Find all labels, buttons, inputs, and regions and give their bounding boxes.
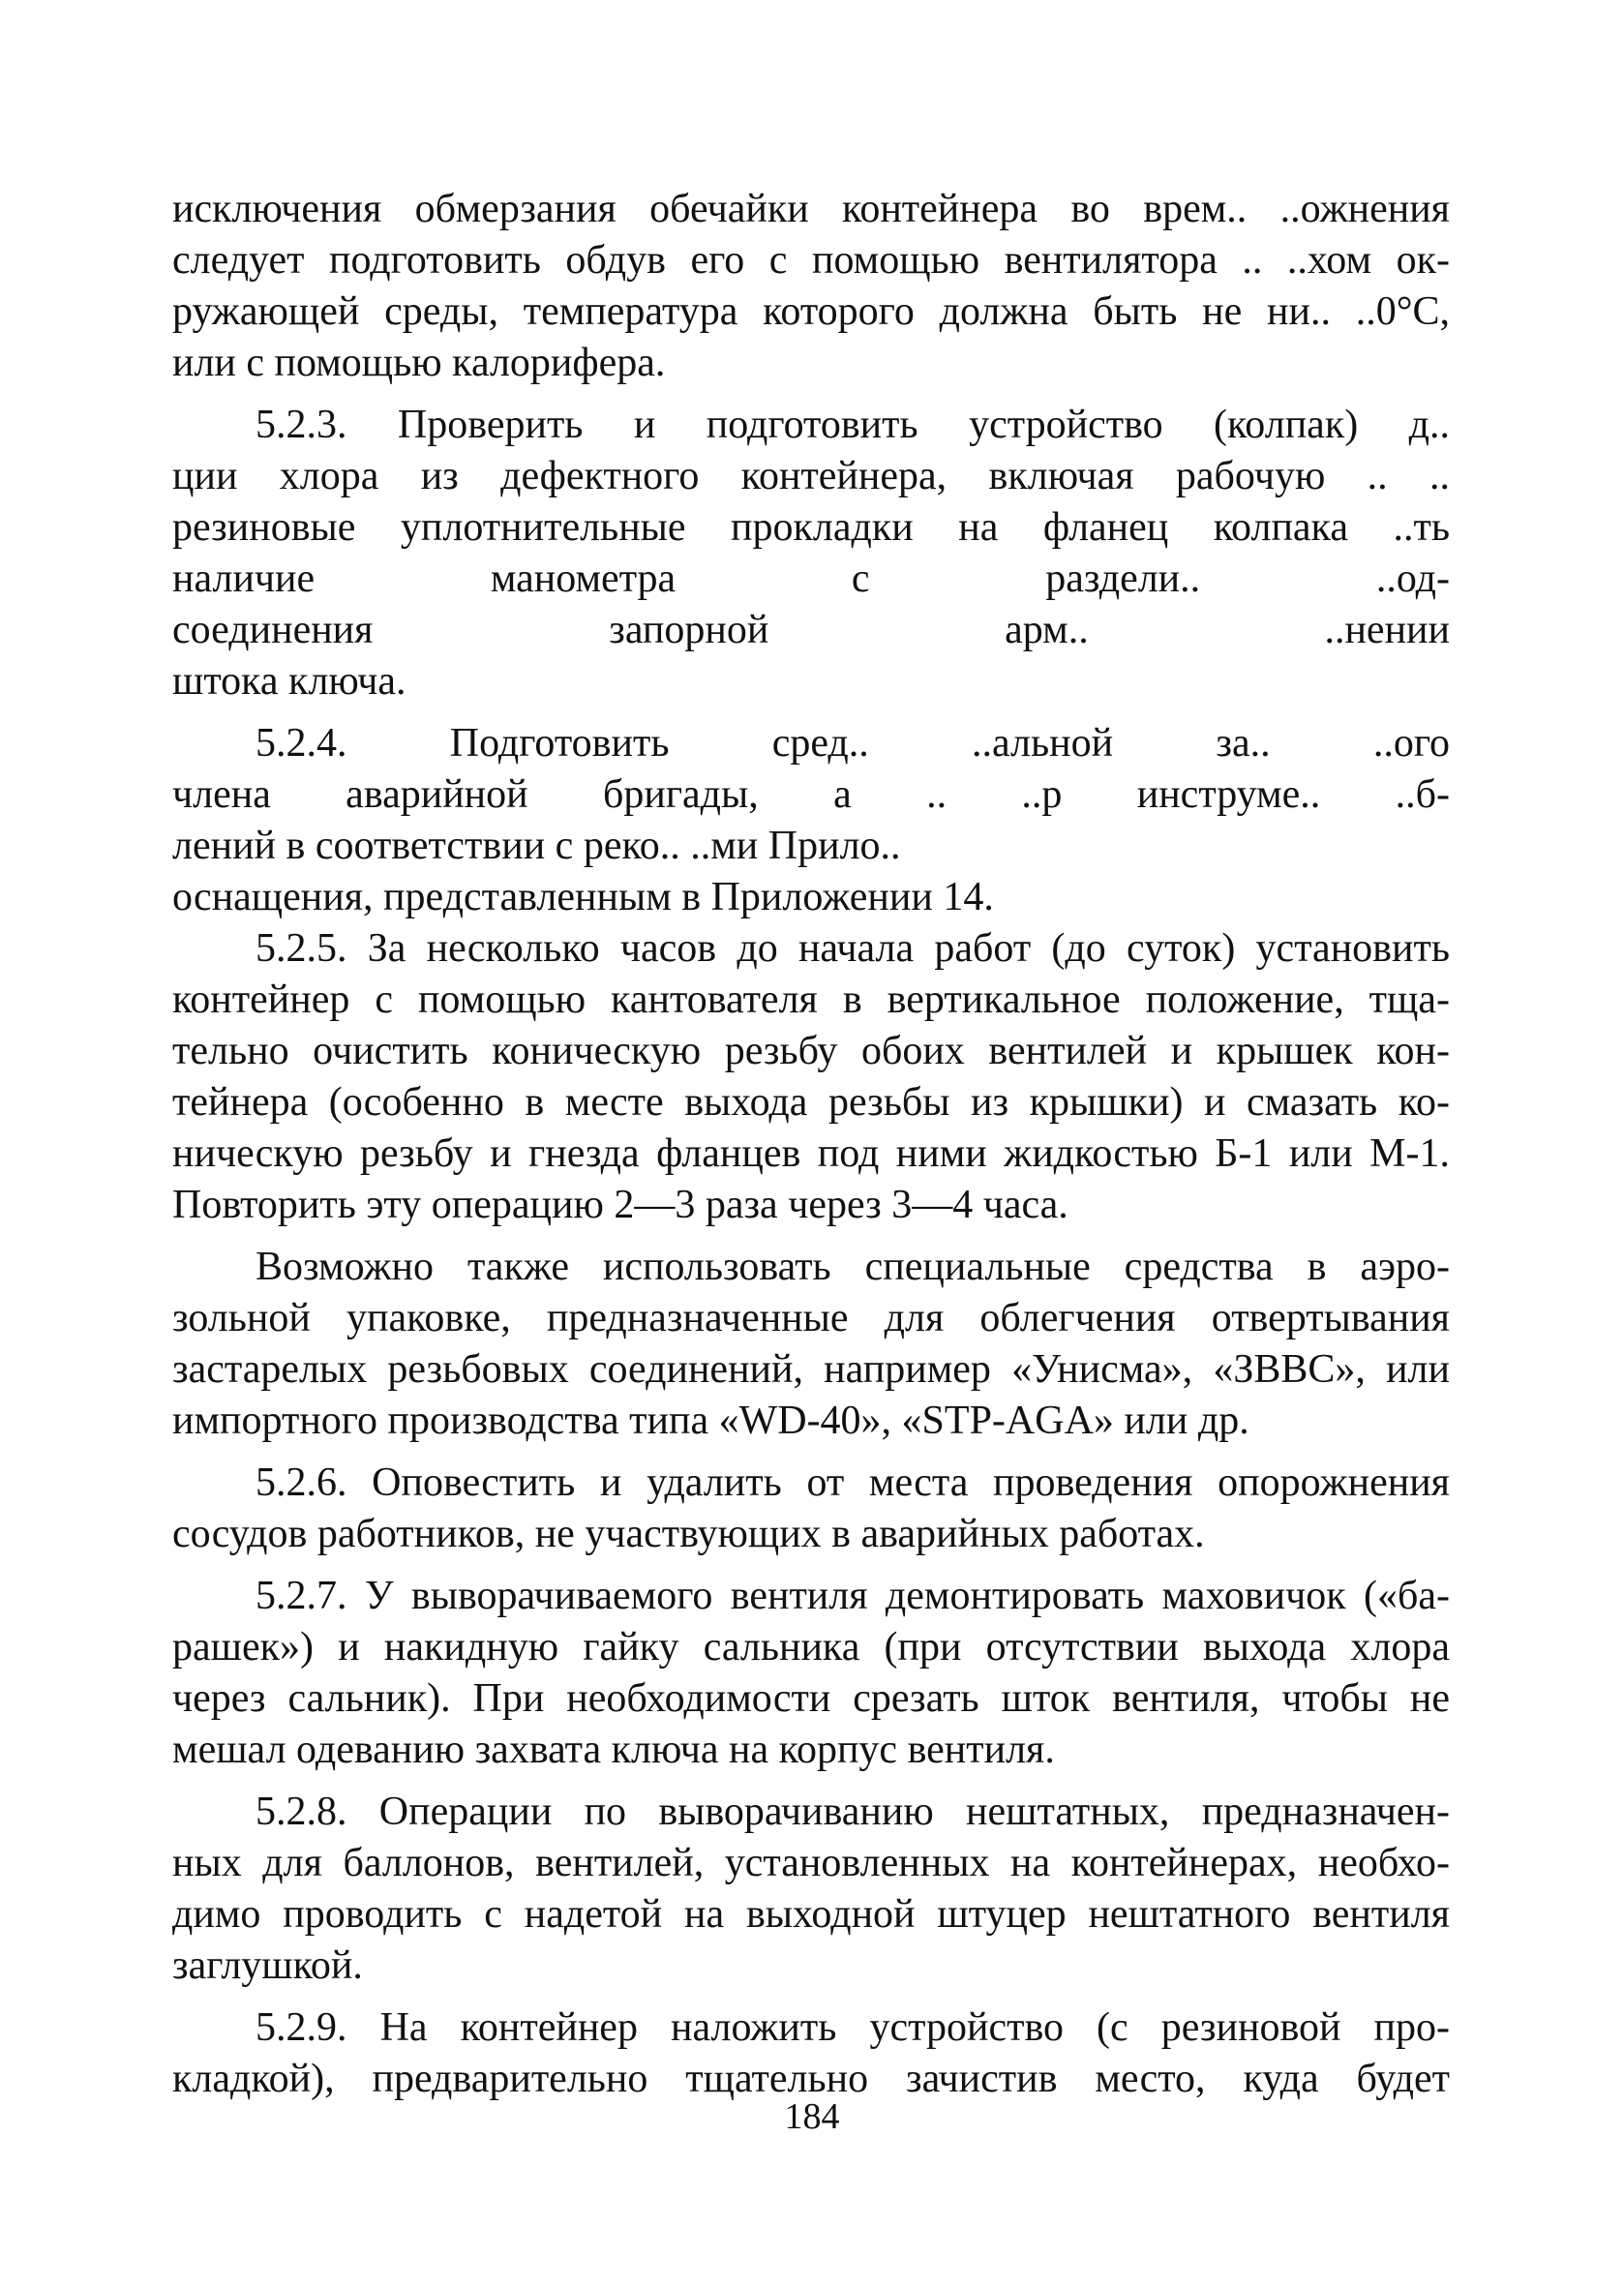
text-line: штока ключа.	[172, 659, 406, 704]
text-line: через сальник). При необходимости срезать шток вентиля, чтобы не	[172, 1676, 1450, 1721]
text-line: контейнер с помощью кантователя в вертикальное положение, тща-	[172, 978, 1450, 1022]
text-line: сосудов работников, не участвующих в аварийных работах.	[172, 1512, 1205, 1556]
text-line: импортного производства типа «WD-40», «STP-AGA» или др.	[172, 1399, 1249, 1443]
text-line: 5.2.7. У выворачиваемого вентиля демонтировать маховичок («ба-	[256, 1574, 1450, 1618]
text-line: 5.2.8. Операции по выворачиванию нештатных, предназначен-	[256, 1790, 1450, 1834]
text-line: рашек») и накидную гайку сальника (при отсутствии выхода хлора	[172, 1625, 1450, 1670]
text-line: ружающей среды, температура которого должна быть не ни.. ..0°С,	[172, 289, 1450, 334]
text-line: ных для баллонов, вентилей, установленных на контейнерах, необхо-	[172, 1841, 1450, 1885]
text-line: ции хлора из дефектного контейнера, включая рабочую .. ..	[172, 454, 1450, 498]
text-line: следует подготовить обдув его с помощью вентилятора .. ..хом ок-	[172, 238, 1450, 283]
text-line: лений в соответствии с реко.. ..ми Прило..	[172, 824, 901, 868]
text-line: кладкой), предварительно тщательно зачистив место, куда будет	[172, 2057, 1450, 2101]
text-line: 5.2.6. Оповестить и удалить от места проведения опорожнения	[256, 1460, 1450, 1505]
text-line: соединения запорной арм.. ..нении	[172, 608, 1450, 652]
text-line: заглушкой.	[172, 1943, 363, 1988]
text-line: ническую резьбу и гнезда фланцев под ними жидкостью Б-1 или М-1.	[172, 1131, 1450, 1176]
text-line: тельно очистить коническую резьбу обоих вентилей и крышек кон-	[172, 1029, 1450, 1073]
text-line: 5.2.9. На контейнер наложить устройство (с резиновой про-	[256, 2005, 1450, 2050]
text-line: 5.2.3. Проверить и подготовить устройство (колпак) д..	[256, 403, 1450, 447]
text-line: тейнера (особенно в месте выхода резьбы из крышки) и смазать ко-	[172, 1080, 1450, 1125]
text-line: 5.2.5. За несколько часов до начала работ (до суток) установить	[256, 926, 1450, 971]
text-line: оснащения, представленным в Приложении 14.	[172, 875, 994, 919]
text-line: застарелых резьбовых соединений, например «Унисма», «ЗВВС», или	[172, 1347, 1450, 1392]
text-line: члена аварийной бригады, а .. ..р инструме.. ..б-	[172, 772, 1450, 817]
text-line: резиновые уплотнительные прокладки на фланец колпака ..ть	[172, 505, 1450, 550]
text-line: мешал одеванию захвата ключа на корпус вентиля.	[172, 1728, 1055, 1772]
text-line: Повторить эту операцию 2—3 раза через 3—4 часа.	[172, 1183, 1068, 1227]
text-line: Возможно также использовать специальные средства в аэро-	[256, 1245, 1450, 1289]
text-line: 5.2.4. Подготовить сред.. ..альной за.. ..ого	[256, 721, 1450, 766]
text-line: димо проводить с надетой на выходной штуцер нештатного вентиля	[172, 1892, 1450, 1937]
body-text	[172, 184, 1450, 2105]
text-line: или с помощью калорифера.	[172, 341, 666, 385]
text-line: зольной упаковке, предназначенные для облегчения отвертывания	[172, 1296, 1450, 1340]
text-line: наличие манометра с раздели.. ..од-	[172, 557, 1450, 601]
page-number: 184	[784, 2096, 840, 2137]
text-line: исключения обмерзания обечайки контейнера во врем.. ..ожнения	[172, 187, 1450, 231]
